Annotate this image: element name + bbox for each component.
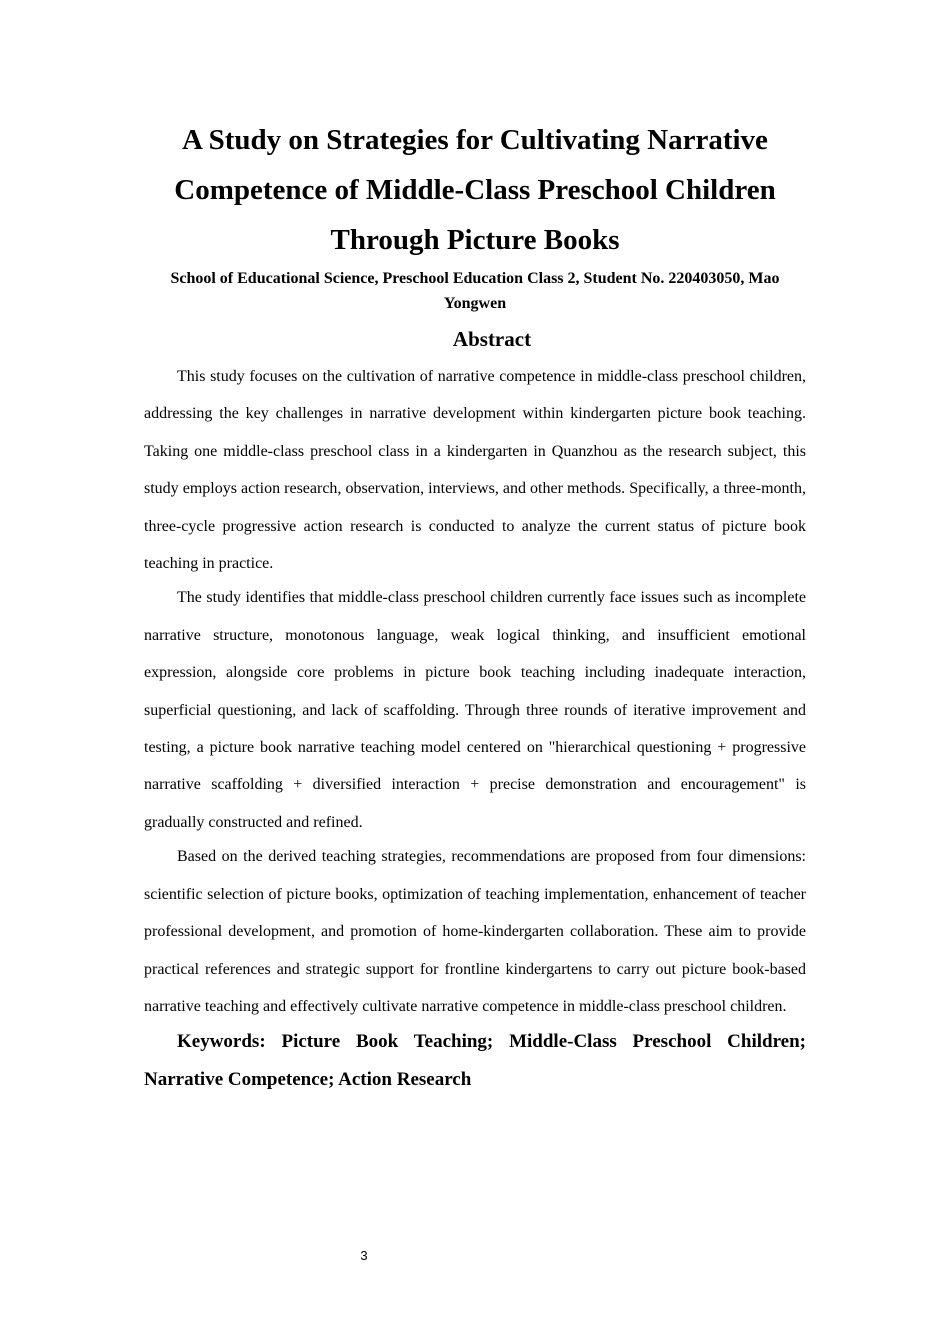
- abstract-paragraph-3: Based on the derived teaching strategies, recommendations are proposed from four dimensions: scientific selection of picture books, optimization of teaching implementation, enhancement of teacher professional development, and promotion of home-kindergarten collaboration. These aim to provide practical references and strategic support for frontline kindergartens to carry out picture book-based narrative teaching and effectively cultivate narrative competence in middle-class preschool children.: [144, 848, 806, 1015]
- author-affiliation: School of Educational Science, Preschool Education Class 2, Student No. 220403050, Mao Yongwen: [170, 270, 780, 312]
- abstract-body: [144, 358, 806, 1098]
- keywords-line: Keywords: Picture Book Teaching; Middle-Class Preschool Children; Narrative Competence; Action Research: [144, 1031, 806, 1090]
- abstract-paragraph-1: This study focuses on the cultivation of narrative competence in middle-class preschool children, addressing the key challenges in narrative development within kindergarten picture book teaching. Taking one middle-class preschool class in a kindergarten in Quanzhou as the research subject, this study employs action research, observation, interviews, and other methods. Specifically, a three-month, three-cycle progressive action research is conducted to analyze the current status of picture book teaching in practice.: [144, 368, 806, 573]
- paper-title: A Study on Strategies for Cultivating Narrative Competence of Middle-Class Preschool Children Through Picture Books: [174, 124, 776, 256]
- abstract-paragraph-2: The study identifies that middle-class preschool children currently face issues such as incomplete narrative structure, monotonous language, weak logical thinking, and insufficient emotional expression, alongside core problems in picture book teaching including inadequate interaction, superficial questioning, and lack of scaffolding. Through three rounds of iterative improvement and testing, a picture book narrative teaching model centered on "hierarchical questioning + progressive narrative scaffolding + diversified interaction + precise demonstration and encouragement" is gradually constructed and refined.: [144, 589, 806, 831]
- page-number: 3: [360, 1248, 368, 1263]
- abstract-heading: Abstract: [452, 327, 532, 351]
